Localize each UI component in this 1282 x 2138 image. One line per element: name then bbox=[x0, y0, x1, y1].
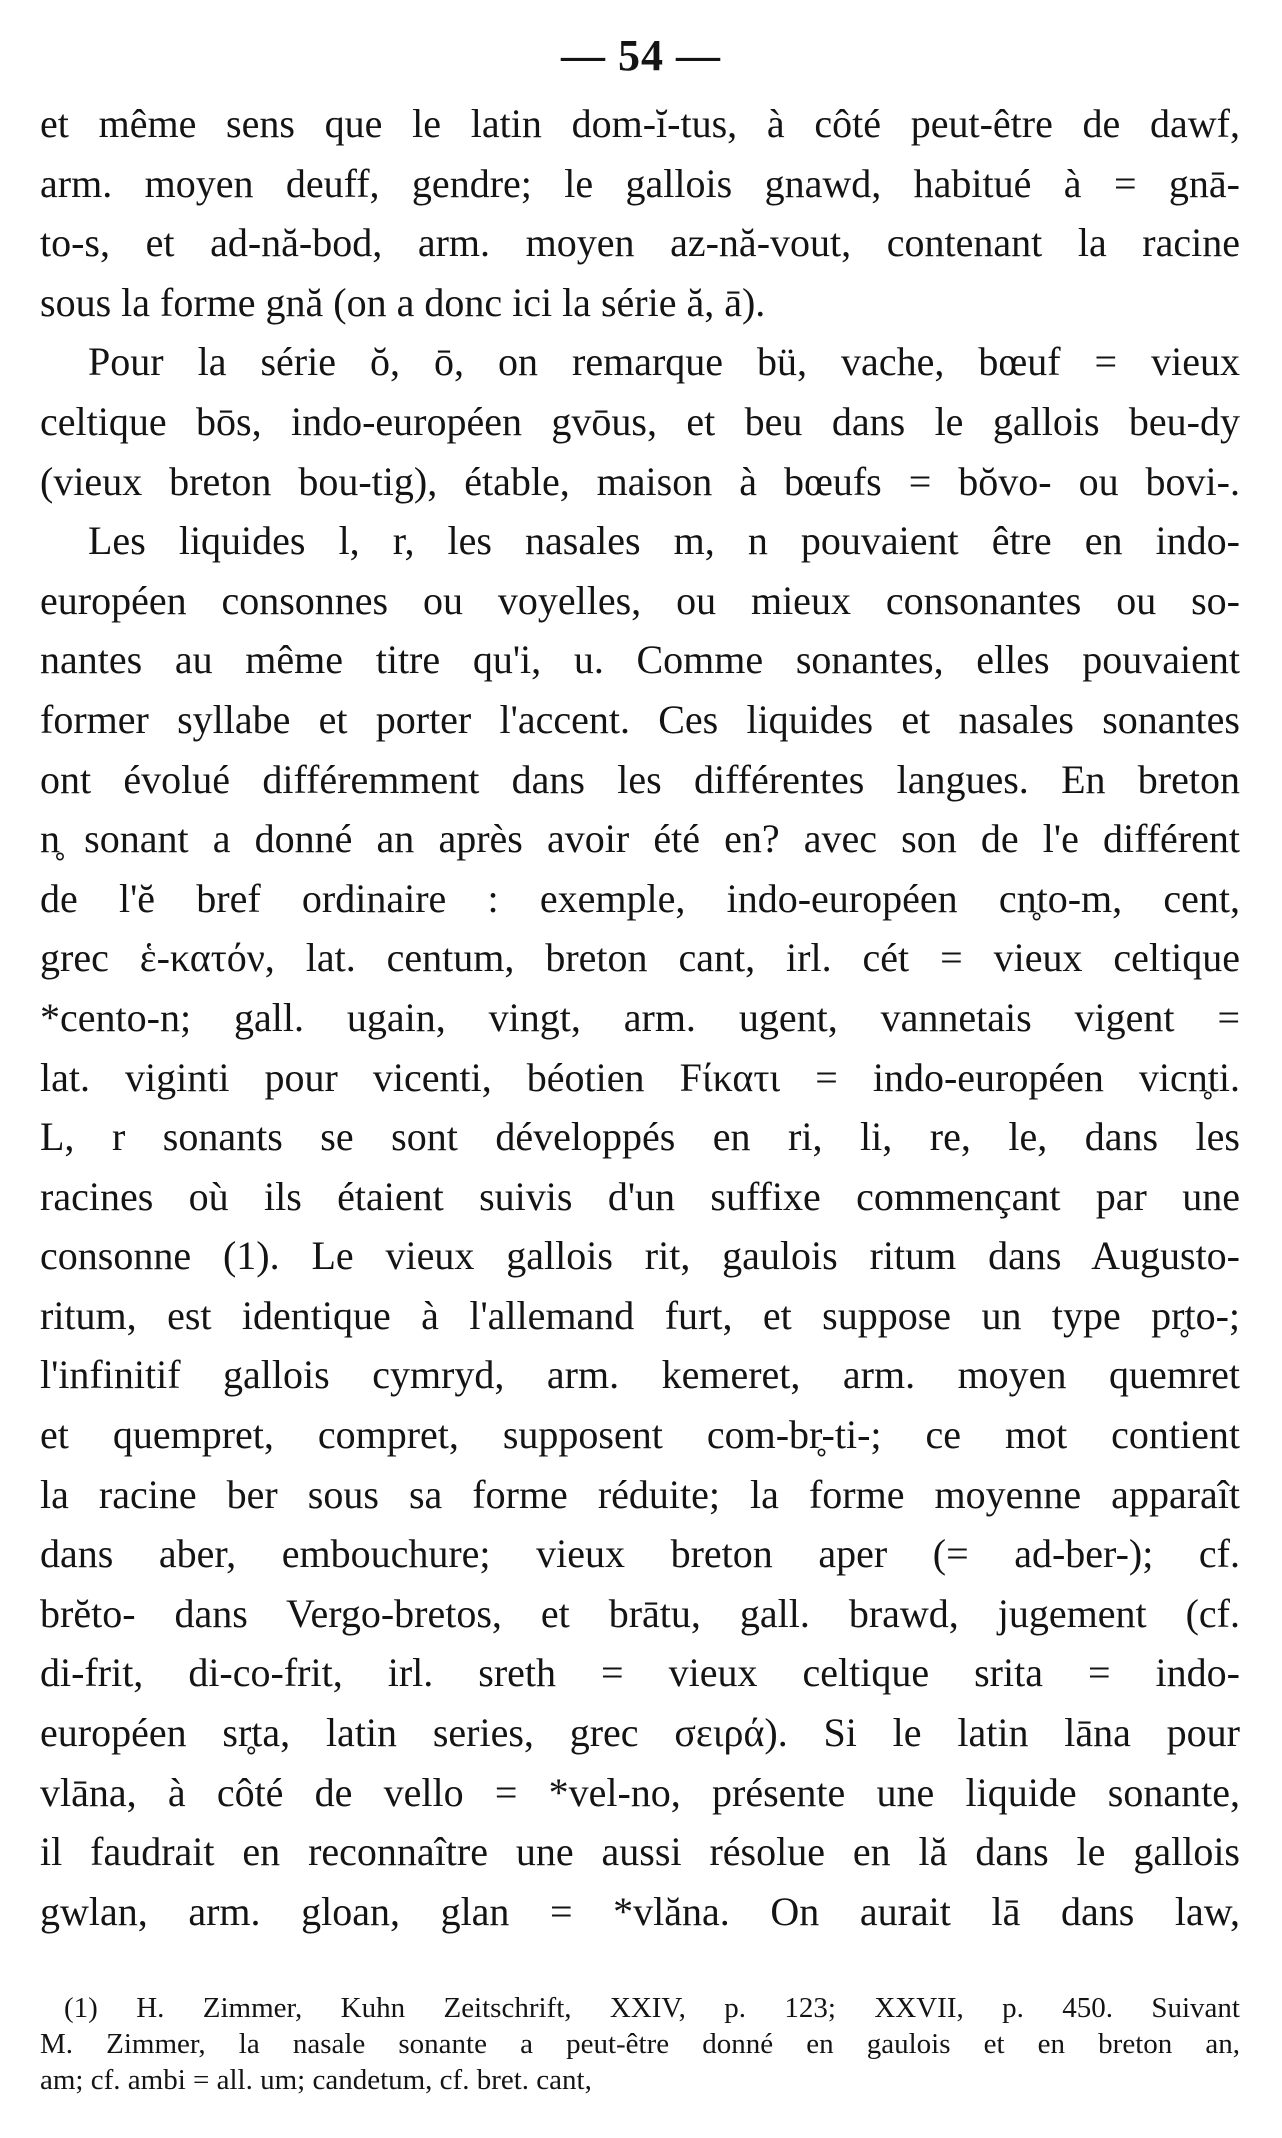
text-line: sous la forme gnă (on a donc ici la série ă, ā). bbox=[40, 279, 766, 325]
text-line: européen consonnes ou voyelles, ou mieux consonantes ou so- bbox=[40, 577, 1240, 623]
text-line: *cento-n; gall. ugain, vingt, arm. ugent, vannetais vigent = bbox=[40, 994, 1240, 1040]
text-line: européen sr̥ta, latin series, grec σειρά). Si le latin lāna pour bbox=[40, 1710, 1240, 1756]
text-line: former syllabe et porter l'accent. Ces liquides et nasales sonantes bbox=[40, 696, 1240, 742]
text-line: et même sens que le latin dom-ĭ-tus, à côté peut-être de dawf, bbox=[40, 101, 1240, 146]
text-line: (vieux breton bou-tig), étable, maison à bœufs = bŏvo- ou bovi-. bbox=[40, 458, 1240, 504]
text-line: gwlan, arm. gloan, glan = *vlăna. On aurait lā dans law, bbox=[40, 1888, 1240, 1934]
text-line: brĕto- dans Vergo-bretos, et brātu, gall. brawd, jugement (cf. bbox=[40, 1590, 1240, 1636]
text-line: lat. viginti pour vicenti, béotien Fίκατι = indo-européen vicn̥ti. bbox=[40, 1054, 1240, 1100]
text-line: Pour la série ŏ, ō, on remarque bü, vache, bœuf = vieux bbox=[88, 339, 1240, 385]
text-line: n̥ sonant a donné an après avoir été en? avec son de l'e différent bbox=[40, 816, 1240, 862]
footnote bbox=[40, 1990, 1240, 2098]
text-line: L, r sonants se sont développés en ri, li, re, le, dans les bbox=[40, 1114, 1240, 1160]
footnote-line: am; cf. ambi = all. um; candetum, cf. bret. cant, bbox=[40, 2064, 592, 2096]
text-line: ritum, est identique à l'allemand furt, et suppose un type pr̥to-; bbox=[40, 1292, 1240, 1338]
footnote-line: (1) H. Zimmer, Kuhn Zeitschrift, XXIV, p. 123; XXVII, p. 450. Suivant bbox=[64, 1992, 1240, 2024]
text-line: dans aber, embouchure; vieux breton aper (= ad-ber-); cf. bbox=[40, 1531, 1240, 1577]
text-line: il faudrait en reconnaître une aussi résolue en lă dans le gallois bbox=[40, 1829, 1240, 1875]
text-line: la racine ber sous sa forme réduite; la forme moyenne apparaît bbox=[40, 1471, 1240, 1517]
text-line: nantes au même titre qu'i, u. Comme sonantes, elles pouvaient bbox=[40, 637, 1240, 683]
text-line: consonne (1). Le vieux gallois rit, gaulois ritum dans Augusto- bbox=[40, 1233, 1240, 1279]
text-line: et quempret, compret, supposent com-br̥-ti-; ce mot contient bbox=[40, 1412, 1240, 1458]
text-line: vlāna, à côté de vello = *vel-no, présente une liquide sonante, bbox=[40, 1769, 1240, 1815]
text-line: de l'ĕ bref ordinaire : exemple, indo-européen cn̥to-m, cent, bbox=[40, 875, 1240, 921]
body-text bbox=[40, 94, 1240, 1941]
text-line: l'infinitif gallois cymryd, arm. kemeret, arm. moyen quemret bbox=[40, 1352, 1240, 1398]
text-line: Les liquides l, r, les nasales m, n pouvaient être en indo- bbox=[88, 518, 1240, 564]
footnote-line: M. Zimmer, la nasale sonante a peut-être donné en gaulois et en breton an, bbox=[40, 2028, 1240, 2060]
text-line: arm. moyen deuff, gendre; le gallois gnawd, habitué à = gnā- bbox=[40, 160, 1240, 206]
text-line: grec ἑ-κατόν, lat. centum, breton cant, irl. cét = vieux celtique bbox=[40, 935, 1240, 981]
text-line: celtique bōs, indo-européen gvōus, et beu dans le gallois beu-dy bbox=[40, 398, 1240, 444]
text-line: to-s, et ad-nă-bod, arm. moyen az-nă-vout, contenant la racine bbox=[40, 220, 1240, 266]
text-line: ont évolué différemment dans les différentes langues. En breton bbox=[40, 756, 1240, 802]
text-line: racines où ils étaient suivis d'un suffixe commençant par une bbox=[40, 1173, 1240, 1219]
page-number: — 54 — bbox=[561, 31, 721, 80]
text-line: di-frit, di-co-frit, irl. sreth = vieux celtique srita = indo- bbox=[40, 1650, 1240, 1696]
